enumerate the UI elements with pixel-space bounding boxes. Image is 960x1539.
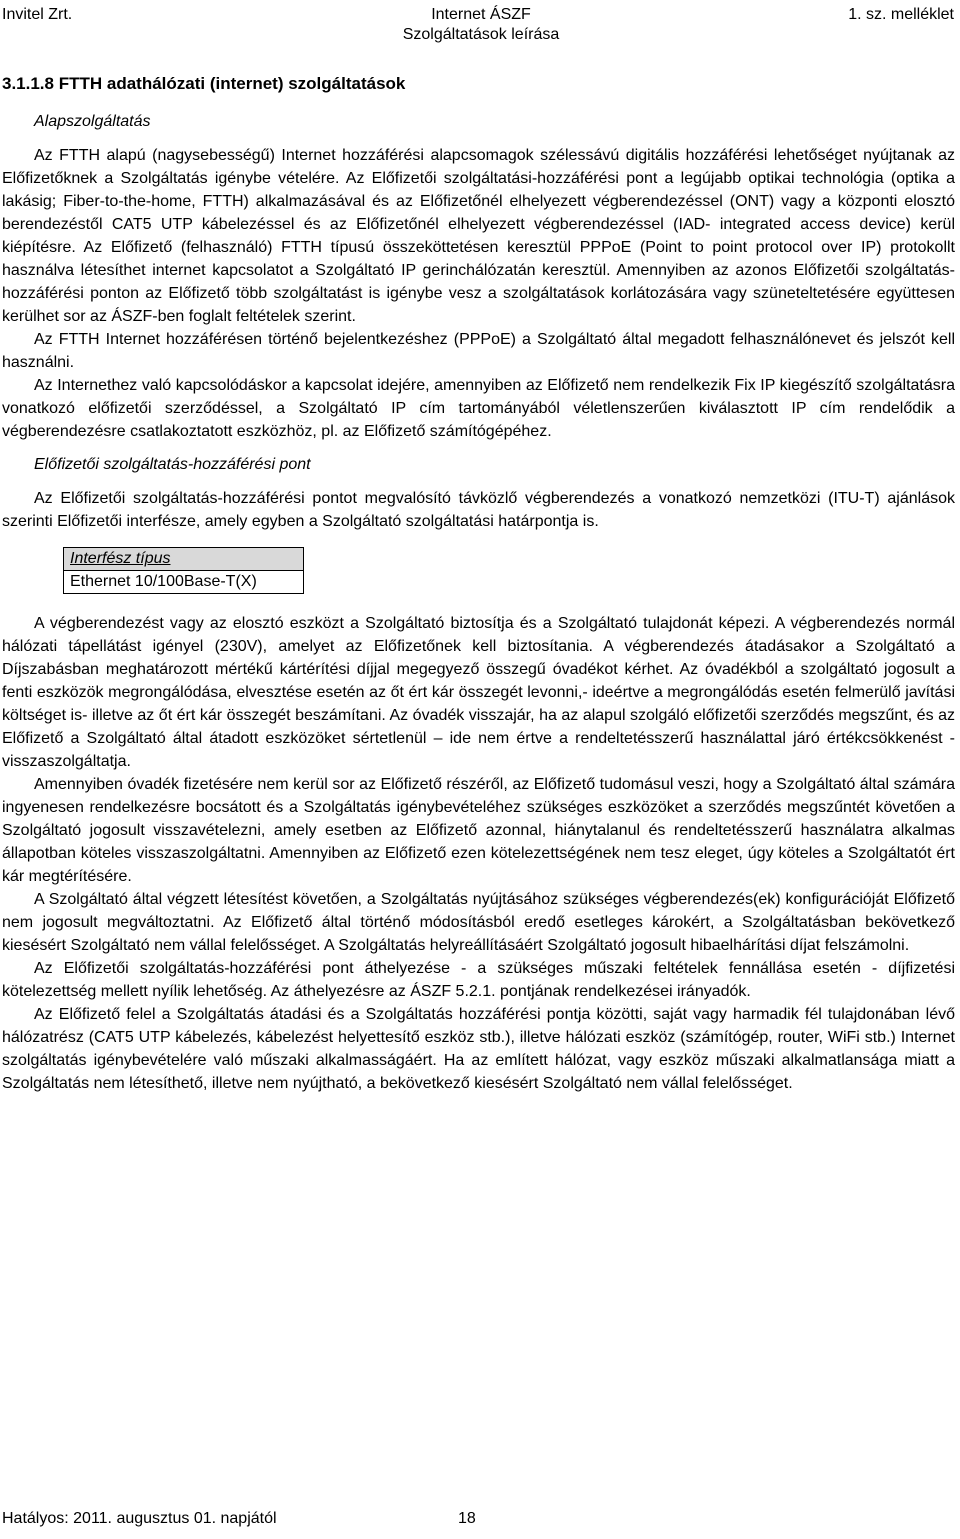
paragraph-2: Az FTTH Internet hozzáférésen történő bejelentkezéshez (PPPoE) a Szolgáltató által megadott felhasználónevet és jelszót kell használni. (2, 331, 955, 371)
interface-table (63, 547, 304, 594)
header-document-title (381, 5, 581, 45)
paragraph-3: Az Internethez való kapcsolódáskor a kapcsolat idejére, amennyiben az Előfizető nem rendelkezik Fix IP kiegészítő szolgáltatásra vonatkozó előfizetői szerződéssel, a Szolgáltató IP cím tartományából véletlenszerűen kiválasztott IP cím rendelődik a végberendezésre csatlakoztatott eszközhöz, pl. az Előfizető számítógépéhez. (2, 377, 955, 440)
document-body (2, 73, 955, 1095)
paragraph-6: Amennyiben óvadék fizetésére nem kerül sor az Előfizető részéről, az Előfizető tudomásul veszi, hogy a Szolgáltató által számára ingyenesen rendelkezésre bocsátott és a Szolgáltatás igénybevételéhez szükséges eszközöket a szerződés megszűntét követően a Szolgáltató jogosult visszavételezni, amely esetben az Előfizető azonnal, hiánytalanul és rendeltetésszerű használatra alkalmas állapotban köteles visszaszolgáltatni. Amennyiben az Előfizető ezen kötelezettségének nem tesz eleget, úgy köteles a Szolgáltatót ért kár megtérítésére. (2, 776, 955, 885)
paragraph-5: A végberendezést vagy az elosztó eszközt a Szolgáltató biztosítja és a Szolgáltató tulajdonát képezi. A végberendezés normál hálózati tápellátást igényel (230V), amelyet az Előfizetőnek kell biztosítania. A végberendezés átadásakor a Szolgáltató a Díjszabásban meghatározott mértékű kártérítési díjjal megegyező összegű óvadékot kérhet. Az óvadékból a szolgáltató jogosult a fenti eszközök megrongálódása, elvesztése esetén az őt ért kár összegét levonni,- ideértve a megrongálódás esetén felmerülő javítási költséget is- illetve az őt ért kár összegét beszámítani. Az óvadék visszajár, ha az alapul szolgáló előfizetői szerződés megszűnt, és az Előfizető a Szolgáltató által átadott eszközöket sértetlenül – ide nem értve a rendeltetésszerű használattal járó értékcsökkenést - visszaszolgáltatja. (2, 615, 955, 770)
section-title: 3.1.1.8 FTTH adathálózati (internet) szolgáltatások (2, 74, 406, 93)
paragraph-4: Az Előfizetői szolgáltatás-hozzáférési pontot megvalósító távközlő végberendezés a vonatkozó nemzetközi (ITU-T) ajánlások szerinti Előfizetői interfésze, amely egyben a Szolgáltató szolgáltatási határpontja is. (2, 490, 955, 530)
footer-page-number: 18 (458, 1510, 476, 1527)
subheading-access-point: Előfizetői szolgáltatás-hozzáférési pont (34, 456, 311, 473)
paragraph-1: Az FTTH alapú (nagysebességű) Internet hozzáférési alapcsomagok szélessávú digitális hozzáférési lehetőséget nyújtanak az Előfizetőknek a Szolgáltatás igénybe vételére. Az Előfizetői szolgáltatási-hozzáférési pont a legújabb optikai technológia (optika a lakásig; Fiber-to-the-home, FTTH) alkalmazásával és az Előfizetőnél elhelyezett végberendezéssel (ONT) vagy a központi elosztó berendezéstől CAT5 UTP kábelezéssel és az Előfizetőnél elhelyezett végberendezéssel (IAD- integrated access device) kerül kiépítésre. Az Előfizető (felhasználó) FTTH típusú összeköttetésen keresztül PPPoE (Point to point protocol over IP) protokollt használva létesíthet internet kapcsolatot a Szolgáltató IP gerinchálózatán keresztül. Amennyiben az azonos Előfizetői szolgáltatás-hozzáférési ponton az Előfizető több szolgáltatást is igénybe vesz a szolgáltatások korlátozására vagy szüneteltetésére együttesen kerülhet sor az ÁSZF-ben foglalt feltételek szerint. (2, 147, 955, 325)
header-annex: 1. sz. melléklet (848, 6, 954, 23)
interface-table-value: Ethernet 10/100Base-T(X) (64, 571, 304, 594)
header-title-line2: Szolgáltatások leírása (402, 26, 560, 43)
paragraph-9: Az Előfizető felel a Szolgáltatás átadási és a Szolgáltatás hozzáférési pontja közötti, saját vagy harmadik fél tulajdonában lévő hálózatrész (CAT5 UTP kábelezés, kábelezést helyettesítő eszköz stb.), illetve hálózati eszköz (számítógép, router, WiFi stb.) Internet szolgáltatás igénybevételére való műszaki alkalmasságáért. Ha az említett hálózat, vagy eszköz műszaki alkalmatlansága miatt a Szolgáltatás nem létesíthető, illetve nem nyújtható, a bekövetkező kiesésért Szolgáltató nem vállal felelősséget. (2, 1006, 955, 1092)
paragraph-7: A Szolgáltató által végzett létesítést követően, a Szolgáltatás nyújtásához szükséges végberendezés(ek) konfigurációját Előfizető nem jogosult megváltoztatni. Az Előfizető által történő módosításból eredő esetleges károkért, a Szolgáltatásban bekövetkező kiesésért Szolgáltató nem vállal felelősséget. A Szolgáltatás helyreállításáért Szolgáltató jogosult hibaelhárítási díjat felszámolni. (2, 891, 955, 954)
header-title-line1: Internet ÁSZF (431, 6, 531, 23)
interface-table-header: Interfész típus (64, 548, 304, 571)
header-company: Invitel Zrt. (2, 6, 73, 23)
footer-effective-date: Hatályos: 2011. augusztus 01. napjától (2, 1510, 277, 1527)
paragraph-8: Az Előfizetői szolgáltatás-hozzáférési pont áthelyezése - a szükséges műszaki feltételek fennállása esetén - díjfizetési kötelezettség mellett nyílik lehetőség. Az áthelyezésre az ÁSZF 5.2.1. pontjának rendelkezései irányadók. (2, 960, 955, 1000)
subheading-basic-service: Alapszolgáltatás (34, 113, 151, 130)
